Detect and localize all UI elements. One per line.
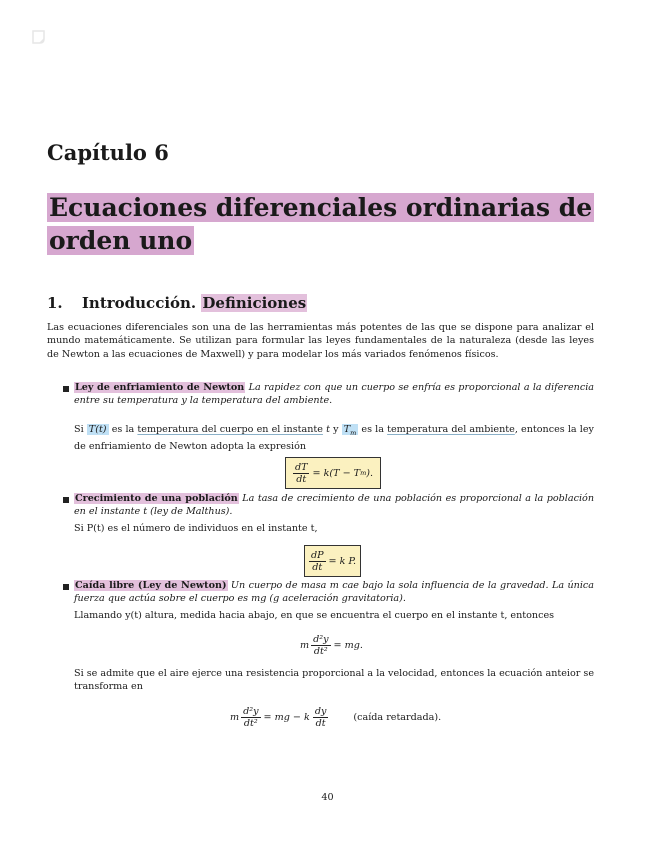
chapter-title bbox=[47, 191, 607, 257]
bullet-icon bbox=[63, 386, 69, 392]
chapter-title-line2: orden uno bbox=[49, 226, 193, 255]
item-paragraph-2: Si se admite que el aire ejerce una resistencia proporcional a la velocidad, entonces la ecuación anteior se transforma en bbox=[74, 668, 594, 692]
section-heading bbox=[47, 294, 307, 312]
item-statement: La rapidez con que un cuerpo se enfría es proporcional a la diferencia entre su temperatura y la temperatura del ambiente. bbox=[74, 382, 595, 406]
item-paragraph: Llamando y(t) altura, medida hacia abajo, en que se encuentra el cuerpo en el instante t, entonces bbox=[74, 610, 555, 621]
item-statement: Un cuerpo de masa m cae bajo la sola influencia de la gravedad. La única fuerza que actúa sobre el cuerpo es mg (g aceleración gravitatoria). bbox=[74, 580, 594, 604]
variable-Tm: $T_m$ bbox=[343, 424, 357, 437]
corner-fold-icon bbox=[30, 28, 50, 46]
item-title: Crecimiento de una población bbox=[75, 493, 238, 504]
section-number: 1. bbox=[47, 294, 63, 312]
item-statement: La tasa de crecimiento de una población es proporcional a la población en el instante t (ley de Malthus). bbox=[74, 493, 594, 517]
page-number: 40 bbox=[321, 792, 334, 803]
link-temp-ambiente: temperatura del ambiente bbox=[387, 424, 515, 435]
equation-note: (caída retardada). bbox=[353, 712, 442, 723]
list-item-free-fall bbox=[74, 579, 594, 605]
chapter-label: Capítulo 6 bbox=[47, 140, 169, 165]
equation-box-cooling: $\frac{dT}{dt}$ = k(T − T m ). bbox=[285, 457, 381, 489]
intro-paragraph: Las ecuaciones diferenciales son una de las herramientas más potentes de las que se dispone para analizar el mundo matemáticamente. Se utilizan para formular las leyes fundamentales de la naturaleza (desde las leyes de Newton a las ecuaciones de Maxwell) y para modelar los más variados fenómenos físicos. bbox=[47, 322, 594, 360]
link-temp-cuerpo: temperatura del cuerpo en el instante bbox=[137, 424, 323, 435]
item-title: Ley de enfriamiento de Newton bbox=[75, 382, 245, 393]
bullet-icon bbox=[63, 497, 69, 503]
equation-retarded-fall: m $\frac{\text{d²y}}{\text{dt²}}$ = mg − k $\frac{dy}{dt}$ (caída retardada). bbox=[230, 706, 442, 729]
list-item-population bbox=[74, 492, 594, 518]
item-paragraph: Si P(t) es el número de individuos en el instante t, bbox=[74, 523, 318, 534]
list-item-newton-cooling bbox=[74, 381, 594, 407]
equation-free-fall: m $\frac{\text{d²y}}{\text{dt²}}$ = mg. bbox=[300, 634, 363, 657]
section-title: Introducción. bbox=[81, 294, 197, 312]
equation-box-population: $\frac{dP}{dt}$ = k P. bbox=[304, 545, 361, 577]
section-title-highlight: Definiciones bbox=[202, 294, 307, 312]
item-title: Caída libre (Ley de Newton) bbox=[75, 580, 227, 591]
item-paragraph: Si T(t) es la temperatura del cuerpo en el instante t y $T_m$ es la temperatura del ambiente, entonces la ley de enfriamiento de Newton adopta la expresión bbox=[74, 424, 594, 452]
bullet-icon bbox=[63, 584, 69, 590]
chapter-title-line1: Ecuaciones diferenciales ordinarias de bbox=[49, 193, 593, 222]
variable-T: T(t) bbox=[88, 424, 107, 435]
